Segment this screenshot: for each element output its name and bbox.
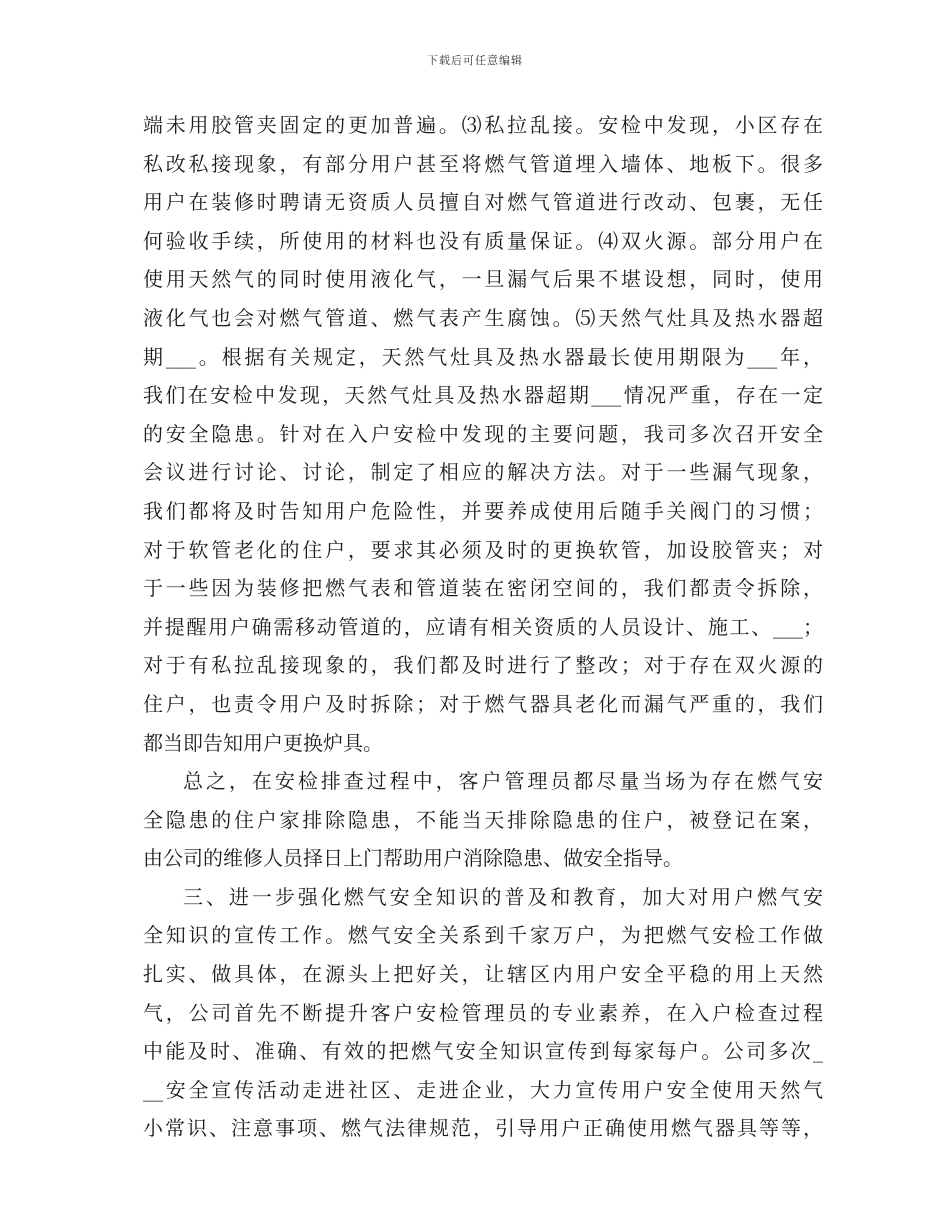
text-line: 何验收手续，所使用的材料也没有质量保证。⑷双火源。部分用户在 [143, 228, 823, 253]
text-line: 小常识、注意事项、燃气法律规范，引导用户正确使用燃气器具等等， [143, 1116, 823, 1141]
text-line: 会议进行讨论、讨论，制定了相应的解决方法。对于一些漏气现象， [143, 460, 823, 485]
text-line: 三、进一步强化燃气安全知识的普及和教育，加大对用户燃气安 [183, 884, 823, 909]
text-line: 私改私接现象，有部分用户甚至将燃气管道埋入墙体、地板下。很多 [143, 151, 823, 176]
text-line: 我们在安检中发现，天然气灶具及热水器超期___情况严重，存在一定 [143, 383, 823, 408]
text-line: 我们都将及时告知用户危险性，并要养成使用后随手关阀门的习惯； [143, 498, 823, 523]
page-header: 下载后可任意编辑 [427, 54, 523, 67]
text-line: 全知识的宣传工作。燃气安全关系到千家万户，为把燃气安检工作做 [143, 923, 823, 948]
text-line: 液化气也会对燃气管道、燃气表产生腐蚀。⑸天然气灶具及热水器超 [143, 305, 823, 330]
text-line: 都当即告知用户更换炉具。 [143, 730, 383, 755]
text-line: 气，公司首先不断提升客户安检管理员的专业素养，在入户检查过程 [143, 1000, 823, 1025]
text-line: 由公司的维修人员择日上门帮助用户消除隐患、做安全指导。 [143, 846, 683, 871]
text-line: 对于有私拉乱接现象的，我们都及时进行了整改；对于存在双火源的 [143, 653, 823, 678]
text-line: 扎实、做具体，在源头上把好关，让辖区内用户安全平稳的用上天然 [143, 962, 823, 987]
document-body [143, 106, 823, 1148]
text-line: 的安全隐患。针对在入户安检中发现的主要问题，我司多次召开安全 [143, 421, 823, 446]
text-line: 用户在装修时聘请无资质人员擅自对燃气管道进行改动、包裹，无任 [143, 190, 823, 215]
text-line: 全隐患的住户家排除隐患，不能当天排除隐患的住户，被登记在案， [143, 807, 823, 832]
text-line: 住户，也责令用户及时拆除；对于燃气器具老化而漏气严重的，我们 [143, 691, 823, 716]
text-line: 对于软管老化的住户，要求其必须及时的更换软管，加设胶管夹；对 [143, 537, 823, 562]
text-line: 中能及时、准确、有效的把燃气安全知识宣传到每家每户。公司多次_ [143, 1039, 823, 1064]
text-line: 使用天然气的同时使用液化气，一旦漏气后果不堪设想，同时，使用 [143, 267, 823, 292]
text-line: 端未用胶管夹固定的更加普遍。⑶私拉乱接。安检中发现，小区存在 [143, 113, 823, 137]
text-line: 期___。根据有关规定，天然气灶具及热水器最长使用期限为___年， [143, 344, 823, 369]
text-line: __安全宣传活动走进社区、走进企业，大力宣传用户安全使用天然气 [143, 1077, 823, 1102]
text-line: 于一些因为装修把燃气表和管道装在密闭空间的，我们都责令拆除， [143, 576, 823, 601]
text-line: 总之，在安检排查过程中，客户管理员都尽量当场为存在燃气安 [183, 769, 823, 794]
text-line: 并提醒用户确需移动管道的，应请有相关资质的人员设计、施工、___； [143, 614, 823, 639]
